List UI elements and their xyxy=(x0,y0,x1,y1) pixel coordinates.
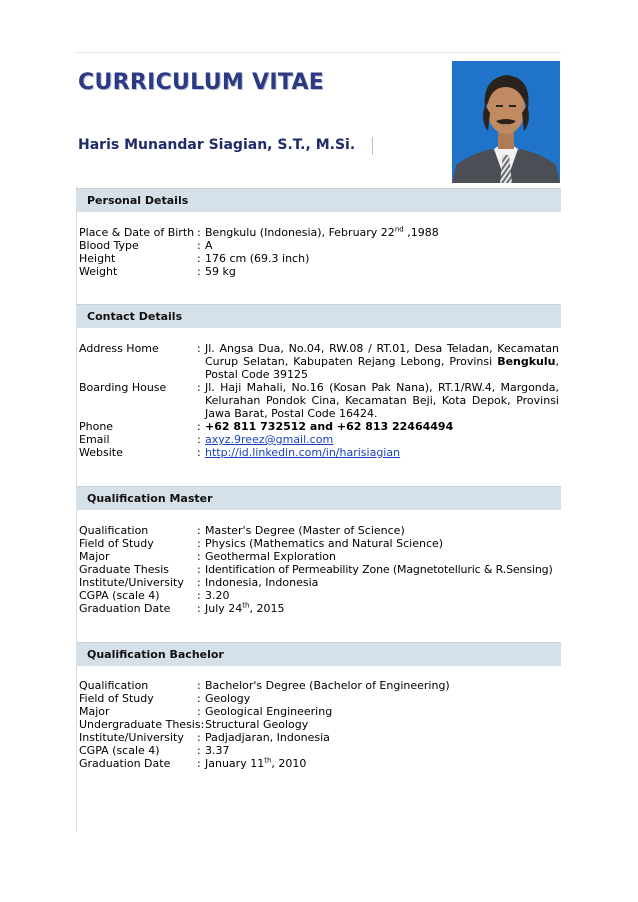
row-label: Phone xyxy=(79,420,114,433)
section-header-bachelor xyxy=(76,642,561,666)
profile-photo xyxy=(452,61,560,183)
row-value: 3.37 xyxy=(205,744,230,757)
row-label: Boarding House xyxy=(79,381,167,394)
row-label: CGPA (scale 4) xyxy=(79,744,160,757)
row-label: Major xyxy=(79,705,110,718)
row-label: CGPA (scale 4) xyxy=(79,589,160,602)
row-value: July 24th, 2015 xyxy=(205,601,285,615)
row-value: January 11th, 2010 xyxy=(205,756,307,770)
row-value: 59 kg xyxy=(205,265,236,278)
row-label: Website xyxy=(79,446,123,459)
row-label: Institute/University xyxy=(79,731,184,744)
row-label: Weight xyxy=(79,265,118,278)
portrait-image xyxy=(452,61,560,183)
section-header-contact xyxy=(76,304,561,328)
row-value: Geological Engineering xyxy=(205,705,333,718)
row-value: Bachelor's Degree (Bachelor of Engineering) xyxy=(205,679,450,692)
row-label: Qualification xyxy=(79,679,149,692)
row-label: Height xyxy=(79,252,116,265)
section-title: Contact Details xyxy=(87,310,183,323)
section-title: Personal Details xyxy=(87,194,189,207)
row-label: Place & Date of Birth xyxy=(79,226,195,239)
row-value: 3.20 xyxy=(205,589,230,602)
row-value: Jl. Angsa Dua, No.04, RW.08 / RT.01, Desa Teladan, Kecamatan Curup Selatan, Kabupaten Rejang Lebong, Provinsi Bengkulu, Postal Code 39125 xyxy=(205,342,559,381)
row-value: Geology xyxy=(205,692,251,705)
row-label: Institute/University xyxy=(79,576,184,589)
row-label: Undergraduate Thesis: xyxy=(79,718,205,731)
row-value: Bengkulu (Indonesia), February 22nd ,1988 xyxy=(205,225,439,239)
section-header-master xyxy=(76,486,561,510)
row-value: Master's Degree (Master of Science) xyxy=(205,524,405,537)
phone-value: +62 811 732512 and +62 813 22464494 xyxy=(205,420,454,433)
row-label: Graduation Date xyxy=(79,757,171,770)
row-label: Field of Study xyxy=(79,537,154,550)
row-label: Address Home xyxy=(79,342,159,355)
row-value: Geothermal Exploration xyxy=(205,550,336,563)
row-value: Identification of Permeability Zone (Magnetotelluric & R.Sensing) xyxy=(205,563,553,576)
section-title: Qualification Bachelor xyxy=(87,648,224,661)
applicant-name: Haris Munandar Siagian, S.T., M.Si. xyxy=(78,137,356,153)
row-label: Qualification xyxy=(79,524,149,537)
top-divider xyxy=(76,52,561,53)
section-header-personal xyxy=(76,188,561,212)
row-label: Major xyxy=(79,550,110,563)
website-link[interactable]: http://id.linkedin.com/in/harisiagian xyxy=(205,446,401,459)
email-link[interactable]: axyz.9reez@gmail.com xyxy=(205,433,334,446)
row-value: Indonesia, Indonesia xyxy=(205,576,319,589)
row-label: Email xyxy=(79,433,110,446)
document-title: CURRICULUM VITAE xyxy=(78,70,325,95)
row-label: Field of Study xyxy=(79,692,154,705)
row-label: Graduation Date xyxy=(79,602,171,615)
row-value: A xyxy=(205,239,213,252)
row-value: Padjadjaran, Indonesia xyxy=(205,731,330,744)
row-label: Graduate Thesis xyxy=(79,563,170,576)
row-value: Structural Geology xyxy=(205,718,309,731)
row-value: Jl. Haji Mahali, No.16 (Kosan Pak Nana), RT.1/RW.4, Margonda, Kelurahan Pondok Cina, Kecamatan Beji, Kota Depok, Provinsi Jawa Barat, Postal Code 16424. xyxy=(205,381,559,420)
row-value: 176 cm (69.3 inch) xyxy=(205,252,310,265)
row-label: Blood Type xyxy=(79,239,139,252)
text-cursor xyxy=(372,137,373,155)
row-value: Physics (Mathematics and Natural Science) xyxy=(205,537,444,550)
section-title: Qualification Master xyxy=(87,492,213,505)
